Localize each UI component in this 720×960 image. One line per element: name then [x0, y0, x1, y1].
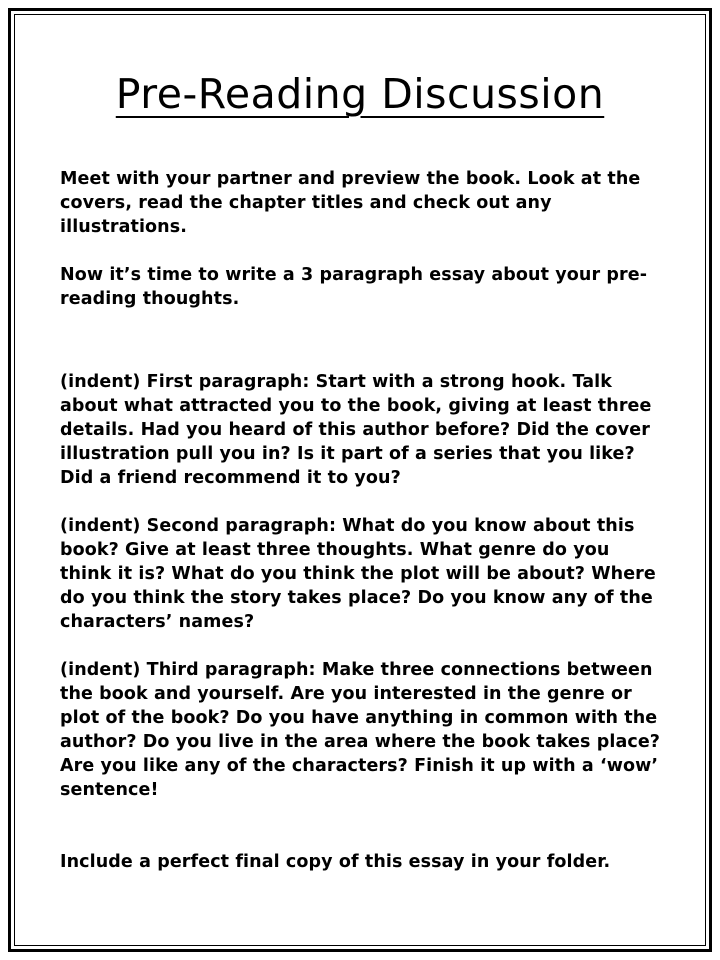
second-paragraph-guide: (indent) Second paragraph: What do you know about this book? Give at least three thoughts. What genre do you think it is? What do you think the plot will be about? Where do you think the story takes place? Do you know any of the characters’ names?: [60, 516, 656, 632]
intro-paragraph: Meet with your partner and preview the book. Look at the covers, read the chapter titles and check out any illustrations.: [60, 169, 641, 237]
page-title: [0, 70, 720, 119]
third-paragraph-guide: (indent) Third paragraph: Make three connections between the book and yourself. Are you interested in the genre or plot of the book? Do you have anything in common with the author? Do you live in the area where the book takes place? Are you like any of the characters? Finish it up with a ‘wow’ sentence!: [60, 660, 661, 800]
page-title-text: Pre-Reading Discussion: [115, 70, 605, 118]
instruction-paragraph: Now it’s time to write a 3 paragraph essay about your pre-reading thoughts.: [60, 265, 648, 309]
first-paragraph-guide: (indent) First paragraph: Start with a strong hook. Talk about what attracted you to the book, giving at least three details. Had you heard of this author before? Did the cover illustration pull you in? Is it part of a series that you like? Did a friend recommend it to you?: [60, 372, 652, 488]
final-instruction: Include a perfect final copy of this essay in your folder.: [60, 852, 611, 872]
